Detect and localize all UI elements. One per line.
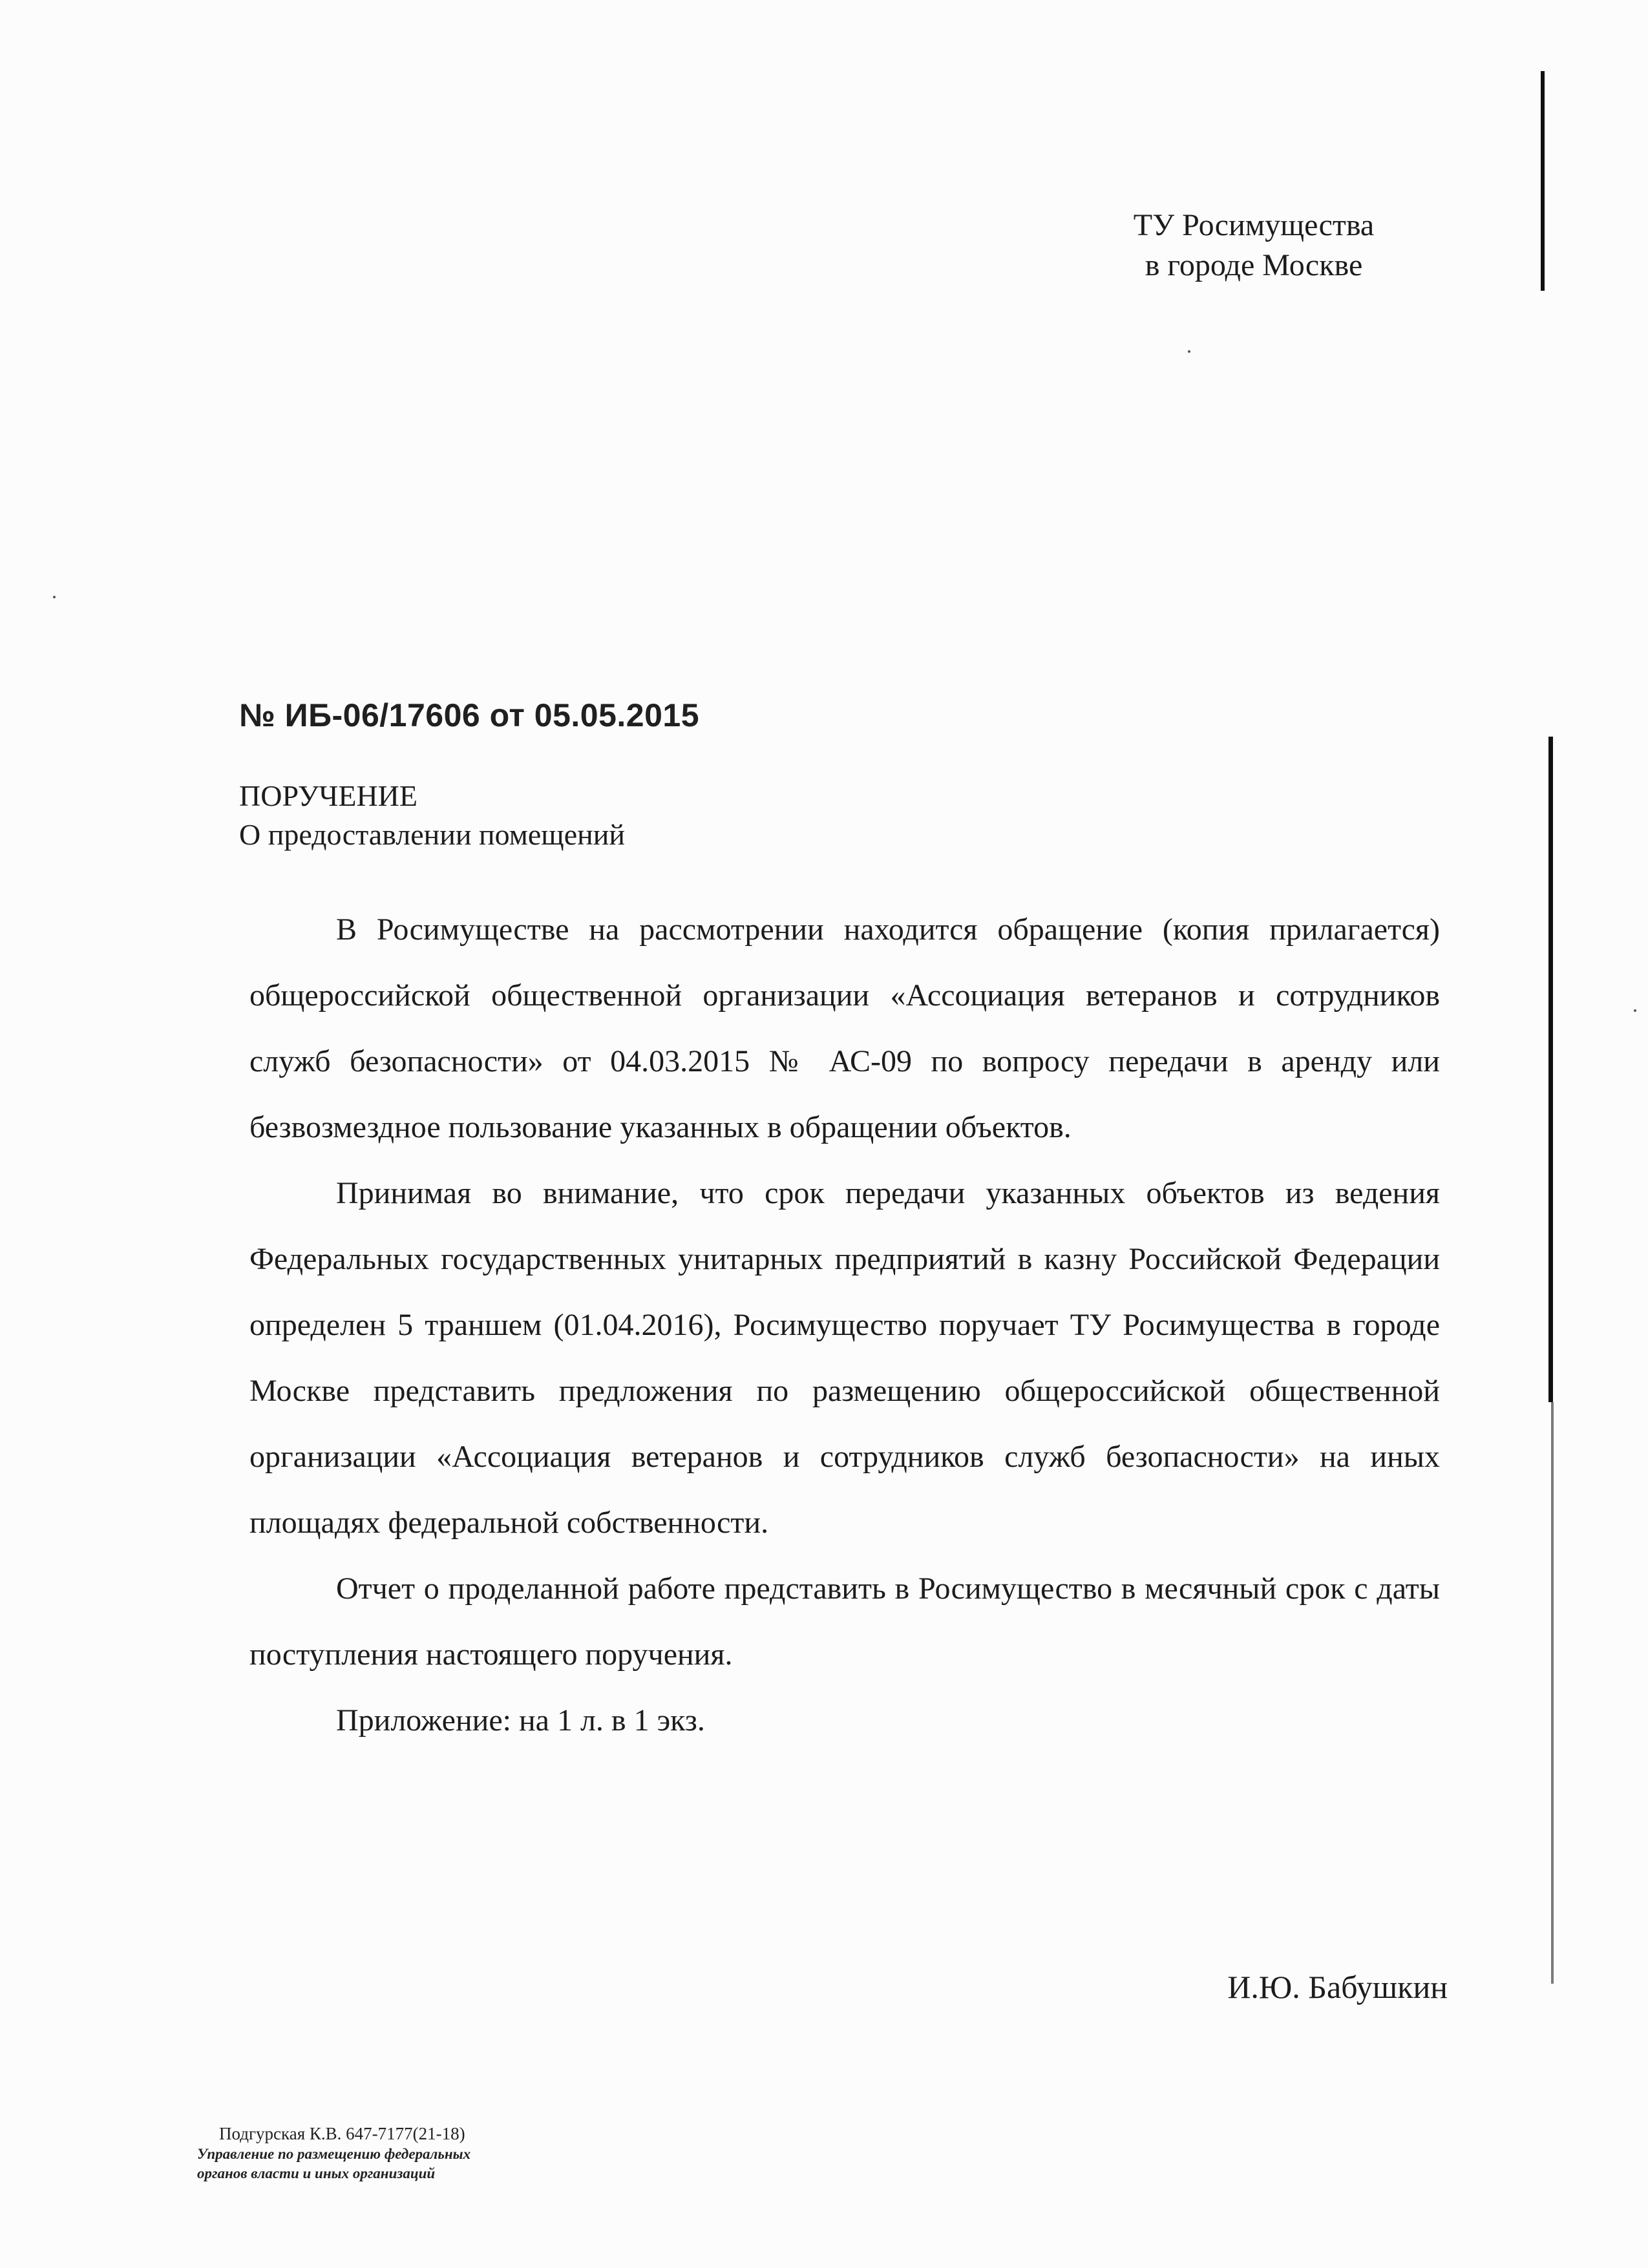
body-paragraph: Принимая во внимание, что срок передачи указанных объектов из ведения Федеральных государственных унитарных предприятий в казну Российской Федерации определен 5 траншем (01.04.2016), Росимущество поручает ТУ Росимущества в городе Москве представить предложения по размещению общероссийской общественной организации «Ассоциация ветеранов и сотрудников служб безопасности» на иных площадях федеральной собственности. [249,1176,1440,1540]
department-line: Управление по размещению федеральных [197,2146,471,2162]
scan-edge-line [1551,1402,1554,1984]
addressee-line: ТУ Росимущества [1133,208,1375,242]
attachment-note: Приложение: на 1 л. в 1 экз. [336,1703,705,1738]
signatory-name: И.Ю. Бабушкин [1227,1969,1448,2005]
registration-number: № ИБ-06/17606 от 05.05.2015 [239,697,700,733]
document-body [249,897,1440,1754]
executor-contact: Подгурская К.В. 647-7177(21-18) [219,2124,465,2143]
body-paragraph: В Росимуществе на рассмотрении находится обращение (копия прилагается) общероссийской общественной организации «Ассоциация ветеранов и сотрудников служб безопасности» от 04.03.2015 № АС-09 по вопросу передачи в аренду или безвозмездное пользование указанных в обращении объектов. [249,912,1440,1144]
document-subject: О предоставлении помещений [239,818,625,851]
scan-edge-line [1541,71,1545,291]
executor-footer [197,2123,470,2183]
scan-speck [53,596,56,598]
addressee-block [1028,205,1480,286]
body-paragraph: Отчет о проделанной работе представить в Росимущество в месячный срок с даты поступления настоящего поручения. [249,1571,1440,1672]
scan-speck [1634,1009,1636,1012]
department-line: органов власти и иных организаций [197,2165,436,2181]
scan-speck [1188,350,1190,353]
scan-edge-line [1548,737,1553,1402]
addressee-line: в городе Москве [1145,248,1363,282]
document-type: ПОРУЧЕНИЕ [239,779,417,812]
